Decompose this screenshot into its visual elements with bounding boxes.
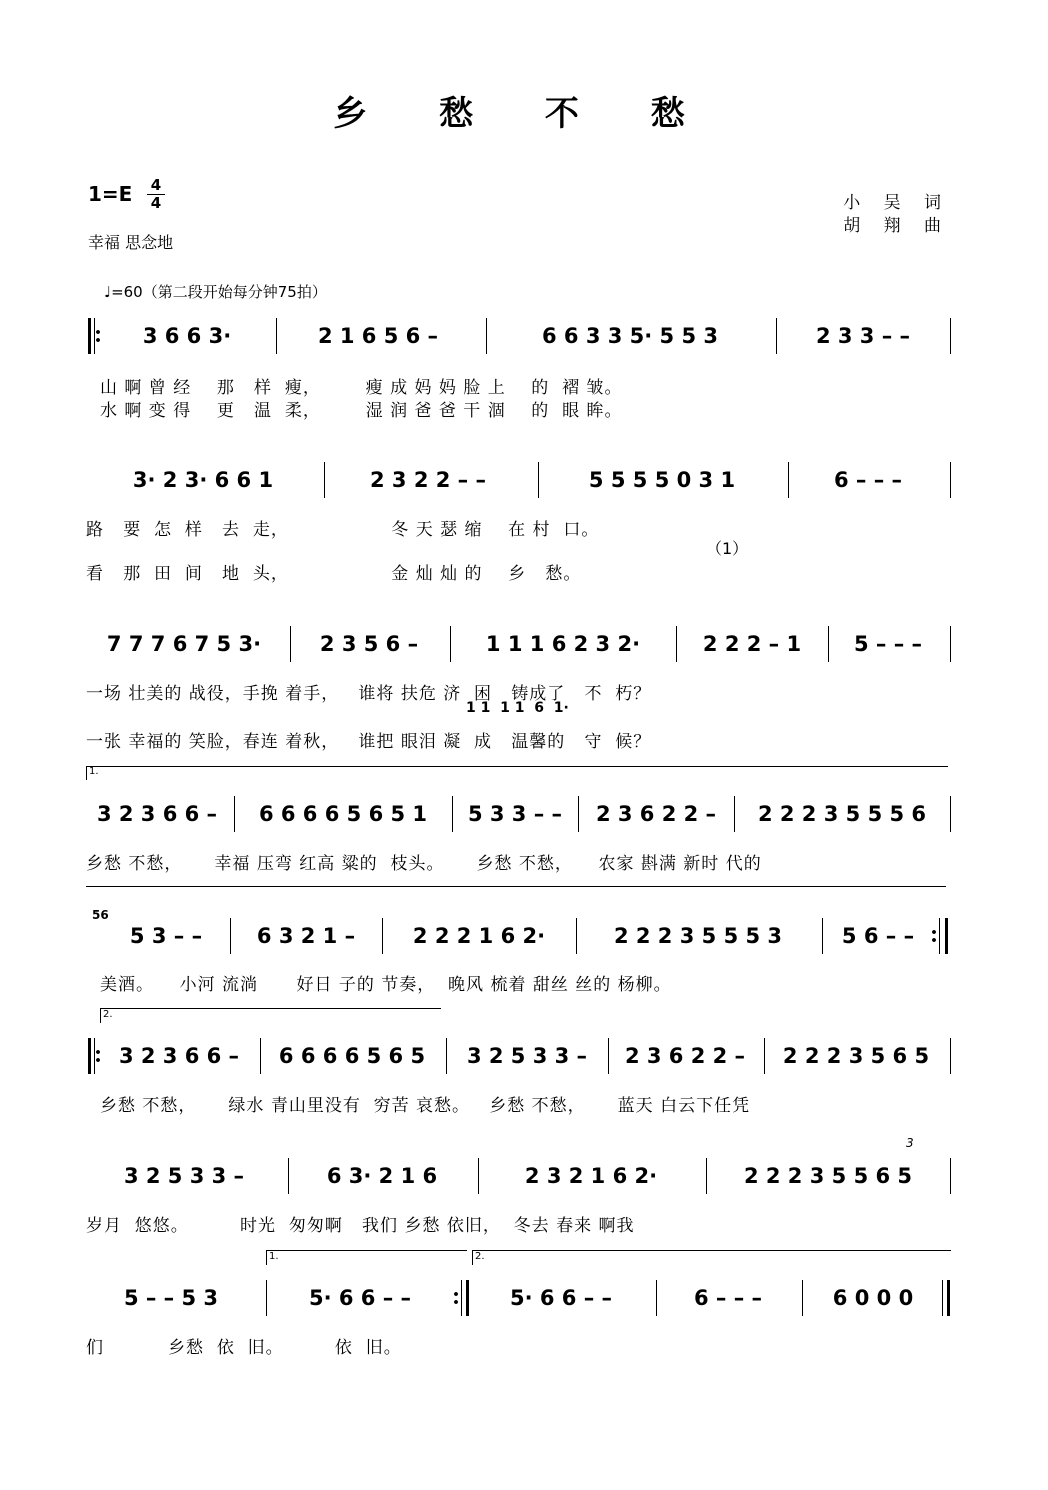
barline [950, 626, 951, 662]
barline [290, 626, 291, 662]
repeat-dots [96, 1050, 100, 1062]
measure: 3 6 6 3· [142, 324, 232, 348]
score-row-4 [86, 796, 952, 832]
barline [94, 318, 95, 354]
lyricist-credit: 小 吴 词 [843, 193, 950, 213]
measure: 6 6 3 3 5· 5 5 3 [541, 324, 719, 348]
volta-1-label: 1. [266, 1250, 467, 1265]
barline [950, 1038, 951, 1074]
barline [478, 1158, 479, 1194]
measure: 5 6 – – [841, 924, 915, 948]
repeat-end-barline [466, 1280, 469, 1316]
barline [266, 1280, 267, 1316]
volta-1-label: 1. [86, 766, 93, 780]
score-row-8 [86, 1280, 952, 1316]
barline [446, 1038, 447, 1074]
barline [486, 318, 487, 354]
barline [734, 796, 735, 832]
barline [764, 1038, 765, 1074]
measure: 2 3 5 6 – [319, 632, 419, 656]
measure: 5 3 3 – – [467, 802, 563, 826]
barline [942, 1280, 943, 1316]
score-row-7 [86, 1158, 952, 1194]
measure: 2 2 2 3 5 6 5 [782, 1044, 930, 1068]
measure: 3 2 5 3 3 – [466, 1044, 588, 1068]
composer-credit: 胡 翔 曲 [843, 216, 950, 236]
volta-2-label: 2. [100, 1008, 441, 1023]
barline [950, 462, 951, 498]
barline [608, 1038, 609, 1074]
final-barline [947, 1280, 950, 1316]
measure: 3 2 5 3 3 – [123, 1164, 245, 1188]
barline [234, 796, 235, 832]
key-signature: 1=E [88, 182, 133, 206]
measure: 2 2 2 1 6 2· [412, 924, 546, 948]
lyric-line: 路 要 怎 样 去 走， 冬 天 瑟 缩 在 村 口。 [86, 520, 600, 540]
volta-2-label: 2. [472, 1250, 951, 1265]
score-row-1 [86, 318, 952, 354]
barline [656, 1280, 657, 1316]
meter-bottom: 4 [150, 194, 162, 212]
measure: 2 2 2 – 1 [702, 632, 802, 656]
lyric-line: 看 那 田 间 地 头， 金 灿 灿 的 乡 愁。 [86, 564, 582, 584]
measure: 5· 6 6 – – [509, 1286, 613, 1310]
measure: 3 2 3 6 6 – [96, 802, 218, 826]
time-signature [147, 178, 165, 211]
barline [452, 796, 453, 832]
barline [706, 1158, 707, 1194]
measure: 1 1 1 6 2 3 2· [485, 632, 641, 656]
barline [230, 918, 231, 954]
barline [828, 626, 829, 662]
measure: 2 3 2 2 – – [369, 468, 486, 492]
barline [276, 318, 277, 354]
measure: 5 3 – – [129, 924, 203, 948]
measure: 2 2 2 3 5 5 6 5 [743, 1164, 913, 1188]
lyric-line: 乡愁 不愁， 绿水 青山里没有 穷苦 哀愁。 乡愁 不愁， 蓝天 白云下任凭 [100, 1096, 751, 1116]
measure: 6 6 6 6 5 6 5 [278, 1044, 426, 1068]
barline [94, 1038, 95, 1074]
barline [676, 626, 677, 662]
repeat-dots [454, 1292, 458, 1304]
barline [939, 918, 940, 954]
repeat-end-barline [945, 918, 948, 954]
repeat-start-barline [88, 318, 91, 354]
measure: 2 2 2 3 5 5 5 3 [613, 924, 783, 948]
measure: 2 1 6 5 6 – [317, 324, 439, 348]
meter-top: 4 [150, 176, 162, 194]
volta-line [86, 886, 946, 887]
lyric-line: 一张 幸福的 笑脸，春连 着秋， 谁把 眼泪 凝 成 温馨的 守 候？ [86, 732, 652, 752]
barline [324, 462, 325, 498]
measure: 7 7 7 6 7 5 3· [106, 632, 262, 656]
measure: 2 3 6 2 2 – [595, 802, 717, 826]
barline [288, 1158, 289, 1194]
measure: 5· 6 6 – – [308, 1286, 412, 1310]
barline [576, 918, 577, 954]
measure: 5 5 5 5 0 3 1 [588, 468, 736, 492]
lyric-line: 乡愁 不愁， 幸福 压弯 红高 粱的 枝头。 乡愁 不愁， 农家 斟满 新时 代的 [86, 854, 762, 874]
expression-mark: 幸福 思念地 [88, 233, 174, 252]
barline [950, 796, 951, 832]
score-row-2 [86, 462, 952, 498]
tempo-mark: ♩=60（第二段开始每分钟75拍） [104, 283, 327, 301]
barline [776, 318, 777, 354]
score-row-5 [86, 918, 952, 954]
lyric-line: 水 啊 变 得 更 温 柔， 湿 润 爸 爸 干 涸 的 眼 眸。 [100, 401, 623, 421]
song-title: 乡 愁 不 愁 [333, 94, 715, 134]
score-row-6 [86, 1038, 952, 1074]
repeat-dots [96, 330, 100, 342]
barline [382, 918, 383, 954]
lyric-line: 山 啊 曾 经 那 样 瘦， 瘦 成 妈 妈 脸 上 的 褶 皱。 [100, 378, 623, 398]
grace-notes: 56 [92, 908, 109, 922]
measure: 2 2 2 3 5 5 5 6 [757, 802, 927, 826]
lyric-line: 岁月 悠悠。 时光 匆匆啊 我们 乡愁 依旧， 冬去 春来 啊我 [86, 1216, 635, 1236]
measure: 3 2 3 6 6 – [118, 1044, 240, 1068]
verse-marker: （1） [706, 539, 749, 558]
measure: 6 – – – [833, 468, 903, 492]
barline [950, 1158, 951, 1194]
measure: 6 3 2 1 – [256, 924, 356, 948]
barline [788, 462, 789, 498]
lyric-line: 们 乡愁 依 旧。 依 旧。 [86, 1338, 402, 1358]
variant-notes: 1 1 1 1 6 1· [466, 700, 569, 716]
measure: 2 3 2 1 6 2· [524, 1164, 658, 1188]
barline [578, 796, 579, 832]
barline [450, 626, 451, 662]
barline [538, 462, 539, 498]
measure: 6 6 6 6 5 6 5 1 [258, 802, 428, 826]
measure: 6 – – – [693, 1286, 763, 1310]
repeat-start-barline [88, 1038, 91, 1074]
score-row-3 [86, 626, 952, 662]
measure: 6 0 0 0 [832, 1286, 914, 1310]
measure: 2 3 3 – – [815, 324, 911, 348]
barline [802, 1280, 803, 1316]
barline [950, 318, 951, 354]
measure: 5 – – 5 3 [123, 1286, 219, 1310]
measure: 5 – – – [853, 632, 923, 656]
measure: 6 3· 2 1 6 [326, 1164, 438, 1188]
lyric-line: 一场 壮美的 战役，手挽 着手， 谁将 扶危 济 困 铸成了 不 朽？ [86, 684, 652, 704]
lyric-line: 美酒。 小河 流淌 好日 子的 节奏， 晚风 梳着 甜丝 丝的 杨柳。 [100, 975, 672, 995]
measure: 3· 2 3· 6 6 1 [132, 468, 274, 492]
barline [461, 1280, 462, 1316]
barline [260, 1038, 261, 1074]
triplet-mark: 3 [906, 1136, 914, 1150]
measure: 2 3 6 2 2 – [624, 1044, 746, 1068]
barline [822, 918, 823, 954]
volta-line [86, 766, 948, 767]
repeat-dots [932, 930, 936, 942]
